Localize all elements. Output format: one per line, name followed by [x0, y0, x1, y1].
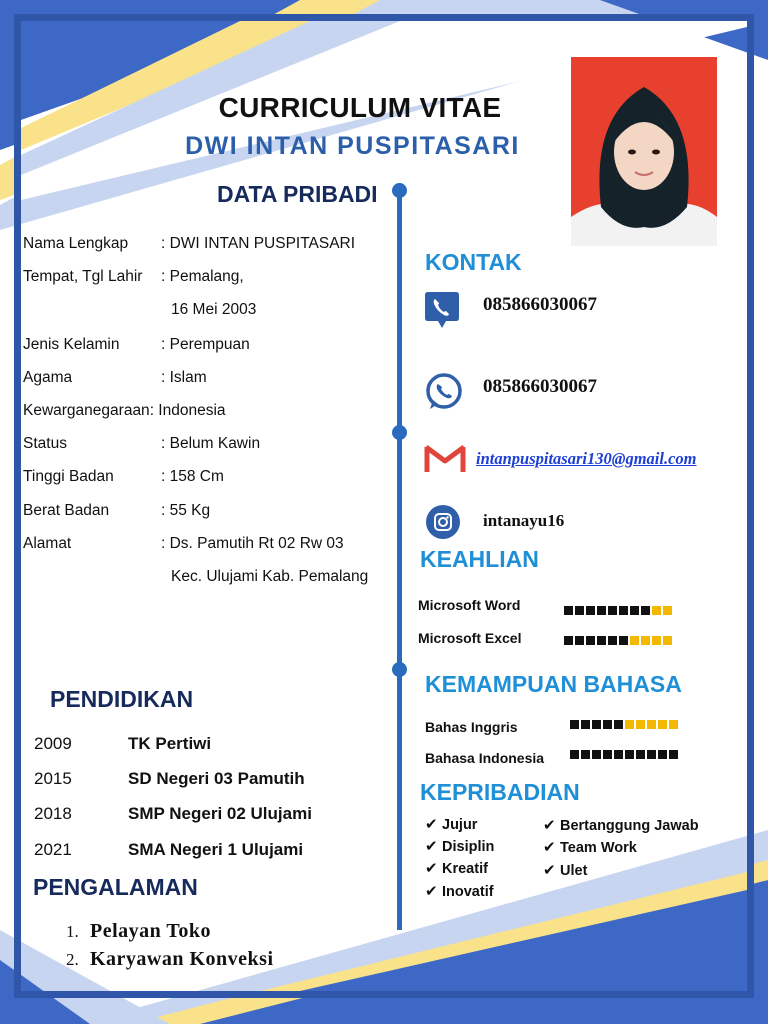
email-link[interactable]: intanpuspitasari130@gmail.com — [476, 449, 697, 468]
rating-square-filled — [586, 636, 595, 645]
kepribadian-heading: KEPRIBADIAN — [420, 779, 580, 805]
check-icon: ✔ — [425, 860, 438, 877]
language-rating-bar — [570, 750, 678, 759]
rating-square-filled — [608, 636, 617, 645]
rating-square-filled — [570, 750, 579, 759]
whatsapp-number[interactable]: 085866030067 — [483, 376, 597, 397]
rating-square-empty — [652, 606, 661, 615]
instagram-handle[interactable]: intanayu16 — [483, 511, 565, 530]
personal-row-status — [23, 434, 260, 454]
education-school: SMP Negeri 02 Ulujami — [128, 804, 312, 823]
data-pribadi-heading: DATA PRIBADI — [217, 181, 378, 207]
trait-item: ✔ Kreatif — [425, 860, 488, 877]
personal-row-gender — [23, 335, 250, 355]
phone-icon — [424, 290, 460, 335]
personal-value: : Belum Kawin — [161, 435, 261, 452]
personal-label: Alamat — [23, 535, 72, 552]
education-year: 2018 — [34, 804, 72, 823]
rating-square-empty — [663, 636, 672, 645]
rating-square-filled — [586, 606, 595, 615]
rating-square-filled — [647, 750, 656, 759]
personal-row-religion — [23, 368, 207, 388]
trait-item: ✔ Bertanggung Jawab — [543, 817, 699, 834]
check-icon: ✔ — [425, 838, 438, 855]
trait-item: ✔ Team Work — [543, 839, 637, 856]
pendidikan-heading: PENDIDIKAN — [50, 686, 194, 712]
profile-photo — [571, 57, 717, 246]
personal-row-address-2 — [23, 567, 368, 587]
instagram-icon — [425, 504, 461, 545]
personal-value: Kec. Ulujami Kab. Pemalang — [171, 568, 369, 585]
trait-item: ✔ Ulet — [543, 862, 588, 879]
personal-value: : Perempuan — [161, 336, 250, 353]
personal-row-name — [23, 234, 355, 254]
person-name: DWI INTAN PUSPITASARI — [185, 132, 520, 160]
kontak-heading: KONTAK — [425, 249, 522, 275]
timeline-line — [397, 188, 402, 930]
whatsapp-icon — [424, 372, 464, 417]
personal-row-height — [23, 467, 224, 487]
experience-text: Karyawan Konveksi — [90, 948, 274, 970]
timeline-dot — [392, 183, 407, 198]
rating-square-filled — [592, 720, 601, 729]
rating-square-filled — [625, 750, 634, 759]
personal-row-address — [23, 534, 344, 554]
personal-value: : Indonesia — [149, 402, 226, 419]
rating-square-filled — [619, 636, 628, 645]
personal-row-birthplace — [23, 267, 244, 287]
rating-square-empty — [663, 606, 672, 615]
rating-square-empty — [625, 720, 634, 729]
rating-square-filled — [564, 636, 573, 645]
rating-square-empty — [641, 636, 650, 645]
page-title: CURRICULUM VITAE — [218, 92, 502, 123]
experience-item — [66, 920, 211, 943]
check-icon: ✔ — [425, 816, 438, 833]
rating-square-filled — [603, 720, 612, 729]
rating-square-filled — [597, 606, 606, 615]
rating-square-filled — [614, 720, 623, 729]
rating-square-filled — [581, 750, 590, 759]
rating-square-filled — [581, 720, 590, 729]
personal-label: Nama Lengkap — [23, 235, 129, 252]
timeline-dot — [392, 662, 407, 677]
experience-text: Pelayan Toko — [90, 920, 212, 942]
rating-square-filled — [564, 606, 573, 615]
education-year: 2009 — [34, 734, 72, 753]
rating-square-filled — [636, 750, 645, 759]
personal-label: Tinggi Badan — [23, 468, 114, 485]
keahlian-heading: KEAHLIAN — [420, 546, 539, 572]
personal-value: : 55 Kg — [161, 502, 211, 519]
check-icon: ✔ — [543, 817, 556, 834]
phone-number[interactable]: 085866030067 — [483, 294, 597, 315]
personal-row-weight — [23, 501, 210, 521]
skill-label: Microsoft Excel — [418, 630, 522, 646]
personal-label: Kewarganegaraan — [23, 402, 150, 419]
experience-number: 2. — [66, 950, 79, 969]
skill-rating-bar — [564, 606, 672, 615]
language-rating-bar — [570, 720, 678, 729]
rating-square-empty — [652, 636, 661, 645]
check-icon: ✔ — [425, 883, 438, 900]
rating-square-filled — [575, 636, 584, 645]
rating-square-empty — [658, 720, 667, 729]
education-year: 2021 — [34, 840, 72, 859]
pengalaman-heading: PENGALAMAN — [33, 874, 198, 900]
rating-square-empty — [630, 636, 639, 645]
rating-square-filled — [570, 720, 579, 729]
personal-label: Berat Badan — [23, 502, 110, 519]
education-school: SMA Negeri 1 Ulujami — [128, 840, 304, 859]
skill-rating-bar — [564, 636, 672, 645]
check-icon: ✔ — [543, 862, 556, 879]
rating-square-filled — [597, 636, 606, 645]
personal-value: : Ds. Pamutih Rt 02 Rw 03 — [161, 535, 344, 552]
experience-item — [66, 948, 274, 971]
rating-square-filled — [575, 606, 584, 615]
rating-square-filled — [608, 606, 617, 615]
bahasa-heading: KEMAMPUAN BAHASA — [425, 671, 682, 697]
rating-square-empty — [647, 720, 656, 729]
gmail-icon — [424, 443, 466, 480]
check-icon: ✔ — [543, 839, 556, 856]
personal-value: : Pemalang, — [161, 268, 244, 285]
timeline-dot — [392, 425, 407, 440]
rating-square-filled — [658, 750, 667, 759]
trait-item: ✔ Disiplin — [425, 838, 495, 855]
personal-label: Agama — [23, 369, 73, 386]
rating-square-filled — [614, 750, 623, 759]
education-year: 2015 — [34, 769, 72, 788]
personal-value: : DWI INTAN PUSPITASARI — [161, 235, 356, 252]
rating-square-filled — [619, 606, 628, 615]
skill-label: Microsoft Word — [418, 597, 521, 613]
rating-square-filled — [669, 750, 678, 759]
rating-square-filled — [603, 750, 612, 759]
personal-label: Jenis Kelamin — [23, 336, 120, 353]
personal-row-citizenship — [23, 401, 226, 421]
rating-square-empty — [669, 720, 678, 729]
rating-square-filled — [641, 606, 650, 615]
personal-label: Status — [23, 435, 67, 452]
personal-value: : Islam — [161, 369, 207, 386]
personal-row-birthdate — [23, 300, 256, 320]
experience-number: 1. — [66, 922, 79, 941]
rating-square-filled — [592, 750, 601, 759]
trait-item: ✔ Inovatif — [425, 883, 494, 900]
language-label: Bahas Inggris — [425, 719, 518, 735]
language-label: Bahasa Indonesia — [425, 750, 545, 766]
education-school: SD Negeri 03 Pamutih — [128, 769, 305, 788]
personal-label: Tempat, Tgl Lahir — [23, 268, 143, 285]
trait-item: ✔ Jujur — [425, 816, 478, 833]
personal-value: : 158 Cm — [161, 468, 224, 485]
rating-square-empty — [636, 720, 645, 729]
rating-square-filled — [630, 606, 639, 615]
education-school: TK Pertiwi — [128, 734, 212, 753]
personal-value: 16 Mei 2003 — [171, 301, 257, 318]
